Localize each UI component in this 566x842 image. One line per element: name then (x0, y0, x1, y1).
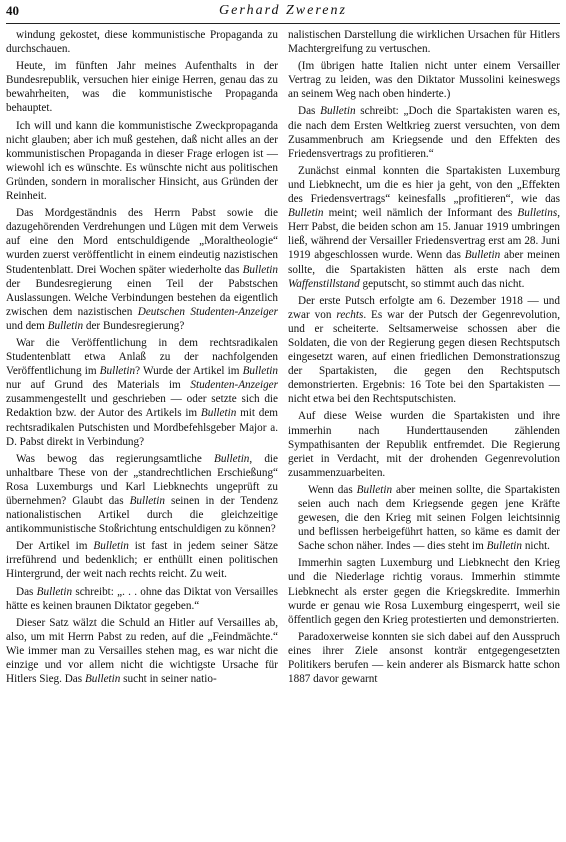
page-header (6, 3, 560, 24)
page-number: 40 (6, 3, 19, 18)
paragraph: Ich will und kann die kommunistische Zweckpropaganda nicht glauben; aber ich muß gestehen, daß nicht alles an der kommunistischen Propaganda in dieser Frage erlogen ist — wiewohl ich es wünschte. Es wünschte nicht aus politischen Gründen, sondern in moralischer Hinsicht, aus Gründen der Reinheit. (6, 119, 278, 203)
paragraph: Zunächst einmal konnten die Spartakisten Luxemburg und Liebknecht, um die es hier ja geht, von den „Effekten des Friedensvertrags“ keinesfalls „profitieren“, wie das Bulletin meint; weil nämlich der Informant des Bulletins, Herr Pabst, die beiden schon am 15. Januar 1919 umbringen ließ, während der Versailler Friedensvertrag erst am 28. Juni 1919 abgeschlossen wurde. Wenn das Bulletin aber meinen sollte, die Spartakisten hätten als erste nach dem Waffenstillstand geputscht, so stimmt auch das nicht. (288, 164, 561, 290)
paragraph: nalistischen Darstellung die wirklichen Ursachen für Hitlers Machtergreifung zu vertuschen. (288, 29, 560, 56)
paragraph: Heute, im fünften Jahr meines Aufenthalts in der Bundesrepublik, versuchen hier einige Herren, genau das zu bewahrheiten, was die kommunistische Propaganda behauptet. (6, 60, 278, 115)
paragraph: Das Bulletin schreibt: „Doch die Spartakisten waren es, die nach dem Ersten Weltkrieg zuerst versuchten, von dem Zusammenbruch am Kriegsende und den Effekten des Friedensvertrags zu profitieren.“ (288, 105, 560, 160)
paragraph: Der erste Putsch erfolgte am 6. Dezember 1918 — und zwar von rechts. Es war der Putsch der Gegenrevolution, und er scheiterte. Seltsamerweise schossen aber die Soldaten, die von der Regierung gegen diesen Rechtsputsch eingesetzt waren, auf einen friedlichen Demonstrationszug der Spartakisten, die gegen den Rechtsputsch demonstrierten. Ergebnis: 16 Tote bei den Spartakisten — nicht etwa bei den Rechtsputschisten. (288, 294, 560, 406)
right-column (288, 28, 560, 842)
paragraph: Was bewog das regierungsamtliche Bulletin, die unhaltbare These von der „standrechtlichen Erschießung“ Rosa Luxemburgs und Karl Liebknechts ungeprüft zu übernehmen? Glaubt das Bulletin seinen in der Tendenz nationalistischen Artikel durch die gleichzeitige antikommunistische Stoßrichtung entschuldigen zu können? (6, 452, 278, 536)
paragraph: Immerhin sagten Luxemburg und Liebknecht den Krieg und die Niederlage richtig voraus. Immerhin stimmte Liebknecht als erster gegen die Kriegskredite. Immerhin wurde er genau wie Rosa Luxemburg eingesperrt, weil sie öffentlich gegen den Krieg protestierten und demonstrierten. (288, 557, 560, 626)
paragraph: (Im übrigen hatte Italien nicht unter einem Versailler Vertrag zu leiden, was den Diktator Mussolini keineswegs an seinem Weg nach oben hinderte.) (288, 60, 560, 101)
paragraph: Dieser Satz wälzt die Schuld an Hitler auf Versailles ab, also, um mit Herrn Pabst zu reden, auf die „Feindmächte.“ Wie immer man zu Versailles stehen mag, es war nicht die einzige und vor allem nicht die wichtigste Ursache für Hitlers Sieg. Das Bulletin sucht in seiner natio- (6, 616, 278, 686)
left-column (6, 28, 278, 842)
running-title: Gerhard Zwerenz (219, 3, 347, 18)
paragraph: Paradoxerweise konnten sie sich dabei auf den Ausspruch eines ihrer Ziele ansonst konträr entgegengesetzten Politikers berufen — kein anderer als Bismarck hatte schon 1887 davor gewarnt (288, 630, 560, 686)
paragraph: Auf diese Weise wurden die Spartakisten und ihre immerhin nach Hunderttausenden zählenden Sympathisanten der Republik entfremdet. Die Regierung geriet in Verdacht, mit der drohenden Gegenrevolution zusammenzuarbeiten. (288, 410, 560, 479)
paragraph: Der Artikel im Bulletin ist fast in jedem seiner Sätze irreführend und bedenklich; er enthüllt einen politischen Hintergrund, der weit nach rechts reicht. Zu weit. (6, 540, 279, 581)
paragraph: War die Veröffentlichung in dem rechtsradikalen Studentenblatt etwa Anlaß zu der nachfolgenden Veröffentlichung im Bulletin? Wurde der Artikel im Bulletin nur auf Grund des Materials im Studenten-Anzeiger zusammengestellt und geschrieben — oder setzte sich die Redaktion bzw. der Autor des Artikels im Bulletin mit dem rechtsradikalen Putschisten und Mordbefehlsgeber Major a. D. Pabst direkt in Verbindung? (6, 336, 279, 448)
paragraph: windung gekostet, diese kommunistische Propaganda zu durchschauen. (6, 29, 278, 56)
paragraph: Das Mordgeständnis des Herrn Pabst sowie die dazugehörenden Verdrehungen und Lügen mit dem Verweis auf eine den Mord entschuldigende „Moraltheologie“ wurden zuerst veröffentlicht in einem eindeutig nazistischen Studentenblatt. Drei Wochen später wiederholte das Bulletin der Bundesregierung einen Teil der Pabstschen Auslassungen. Welche Verbindungen bestehen da eigentlich zwischen dem nazistischen Deutschen Studenten-Anzeiger und dem Bulletin der Bundesregierung? (6, 207, 278, 332)
paragraph: Das Bulletin schreibt: „. . . ohne das Diktat von Versailles hätte es keinen braunen Diktator gegeben.“ (6, 585, 279, 612)
paragraph: Wenn das Bulletin aber meinen sollte, die Spartakisten seien auch nach dem Kriegsende gegen jene Kräfte gewesen, die den Krieg mit seinen Folgen leichtsinnig und beflissen herbeigeführt hatten, so käme es damit der Sache schon näher. Indes — dies steht im Bulletin nicht. (298, 483, 561, 553)
